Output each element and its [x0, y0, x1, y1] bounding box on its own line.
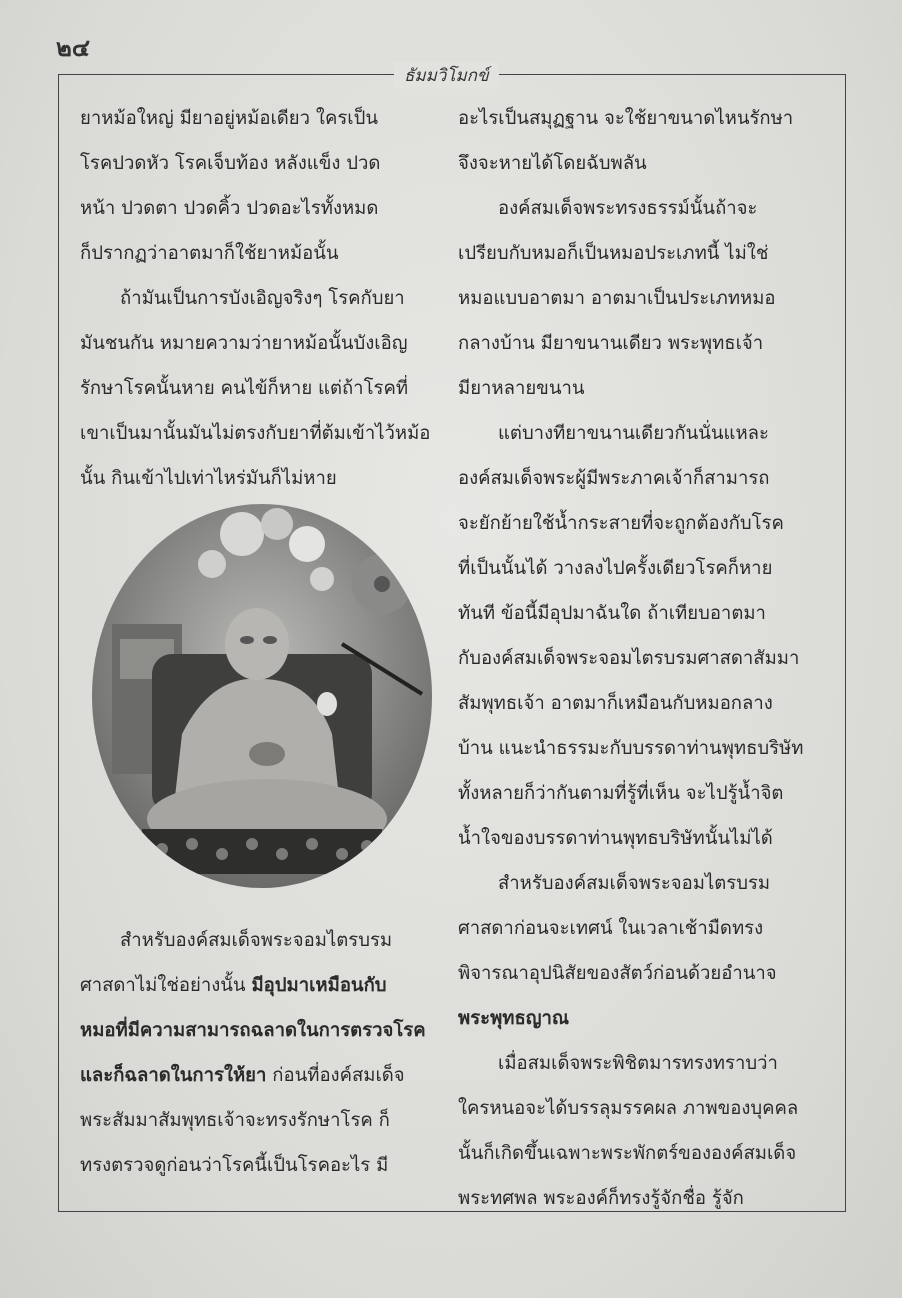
text-line: กลางบ้าน มียาขนานเดียว พระพุทธเจ้า: [458, 333, 764, 354]
text-line: [80, 963, 436, 1008]
text-line: องค์สมเด็จพระผู้มีพระภาคเจ้าก็สามารถ: [458, 468, 770, 489]
text-line: ที่เป็นนั้นได้ วางลงไปครั้งเดียวโรคก็หาย: [458, 558, 773, 579]
text-line: บ้าน แนะนำธรรมะกับบรรดาท่านพุทธบริษัท: [458, 738, 804, 759]
left-column-bottom: [80, 918, 436, 1188]
text-line: มันชนกัน หมายความว่ายาหม้อนั้นบังเอิญ: [80, 333, 408, 354]
text-line: ใครหนอจะได้บรรลุมรรคผล ภาพของบุคคล: [458, 1098, 799, 1119]
running-header: ธัมมวิโมกข์: [394, 62, 499, 89]
text-line: กับองค์สมเด็จพระจอมไตรบรมศาสดาสัมมา: [458, 648, 800, 669]
plain-text: ก่อนที่องค์สมเด็จ: [266, 1065, 405, 1086]
left-column: [80, 96, 436, 501]
text-line: จึงจะหายได้โดยฉับพลัน: [458, 153, 647, 174]
plain-text: ศาสดาไม่ใช่อย่างนั้น: [80, 975, 252, 996]
text-line: สำหรับองค์สมเด็จพระจอมไตรบรม: [498, 873, 771, 894]
text-line: น้ำใจของบรรดาท่านพุทธบริษัทนั้นไม่ได้: [458, 828, 773, 849]
text-line: แต่บางทียาขนานเดียวกันนั่นแหละ: [498, 423, 769, 444]
text-line: โรคปวดหัว โรคเจ็บท้อง หลังแข็ง ปวด: [80, 153, 381, 174]
text-line: ก็ปรากฏว่าอาตมาก็ใช้ยาหม้อนั้น: [80, 243, 339, 264]
bold-text: หมอที่มีความสามารถฉลาดในการตรวจโรค: [80, 1020, 426, 1041]
text-line: มียาหลายขนาน: [458, 378, 585, 399]
text-line: ยาหม้อใหญ่ มียาอยู่หม้อเดียว ใครเป็น: [80, 108, 378, 129]
text-line: นั้นก็เกิดขึ้นเฉพาะพระพักตร์ขององค์สมเด็จ: [458, 1143, 797, 1164]
bold-text: พระพุทธญาณ: [458, 1008, 570, 1029]
right-column: [458, 96, 824, 1221]
bold-text: และก็ฉลาดในการให้ยา: [80, 1065, 267, 1086]
text-line: อะไรเป็นสมุฏฐาน จะใช้ยาขนาดไหนรักษา: [458, 108, 794, 129]
text-line: รักษาโรคนั้นหาย คนไข้ก็หาย แต่ถ้าโรคที่: [80, 378, 409, 399]
monk-photo: [92, 504, 432, 888]
text-line: พระสัมมาสัมพุทธเจ้าจะทรงรักษาโรค ก็: [80, 1110, 390, 1131]
text-line: พิจารณาอุปนิสัยของสัตว์ก่อนด้วยอำนาจ: [458, 963, 777, 984]
text-line: หมอแบบอาตมา อาตมาเป็นประเภทหมอ: [458, 288, 776, 309]
text-line: ทั้งหลายก็ว่ากันตามที่รู้ที่เห็น จะไปรู้น้ำจิต: [458, 783, 784, 804]
text-line: ทันที ข้อนี้มีอุปมาฉันใด ถ้าเทียบอาตมา: [458, 603, 766, 624]
text-line: ถ้ามันเป็นการบังเอิญจริงๆ โรคกับยา: [120, 288, 405, 309]
text-line: องค์สมเด็จพระทรงธรรม์นั้นถ้าจะ: [498, 198, 758, 219]
page-number: ๒๔: [56, 34, 90, 62]
bold-text: มีอุปมาเหมือนกับ: [251, 975, 387, 996]
text-line: สำหรับองค์สมเด็จพระจอมไตรบรม: [120, 930, 393, 951]
text-line: เขาเป็นมานั้นมันไม่ตรงกับยาที่ต้มเข้าไว้หม้อ: [80, 423, 431, 444]
text-line: หน้า ปวดตา ปวดคิ้ว ปวดอะไรทั้งหมด: [80, 198, 379, 219]
text-line: เปรียบกับหมอก็เป็นหมอประเภทนี้ ไม่ใช่: [458, 243, 769, 264]
text-line: ทรงตรวจดูก่อนว่าโรคนี้เป็นโรคอะไร มี: [80, 1155, 389, 1176]
text-line: สัมพุทธเจ้า อาตมาก็เหมือนกับหมอกลาง: [458, 693, 773, 714]
text-line: จะยักย้ายใช้น้ำกระสายที่จะถูกต้องกับโรค: [458, 513, 784, 534]
text-line: เมื่อสมเด็จพระพิชิตมารทรงทราบว่า: [498, 1053, 778, 1074]
text-line: ศาสดาก่อนจะเทศน์ ในเวลาเช้ามืดทรง: [458, 918, 764, 939]
text-line: พระทศพล พระองค์ก็ทรงรู้จักชื่อ รู้จัก: [458, 1188, 744, 1209]
text-line: นั้น กินเข้าไปเท่าไหร่มันก็ไม่หาย: [80, 468, 337, 489]
text-line: [80, 1053, 436, 1098]
